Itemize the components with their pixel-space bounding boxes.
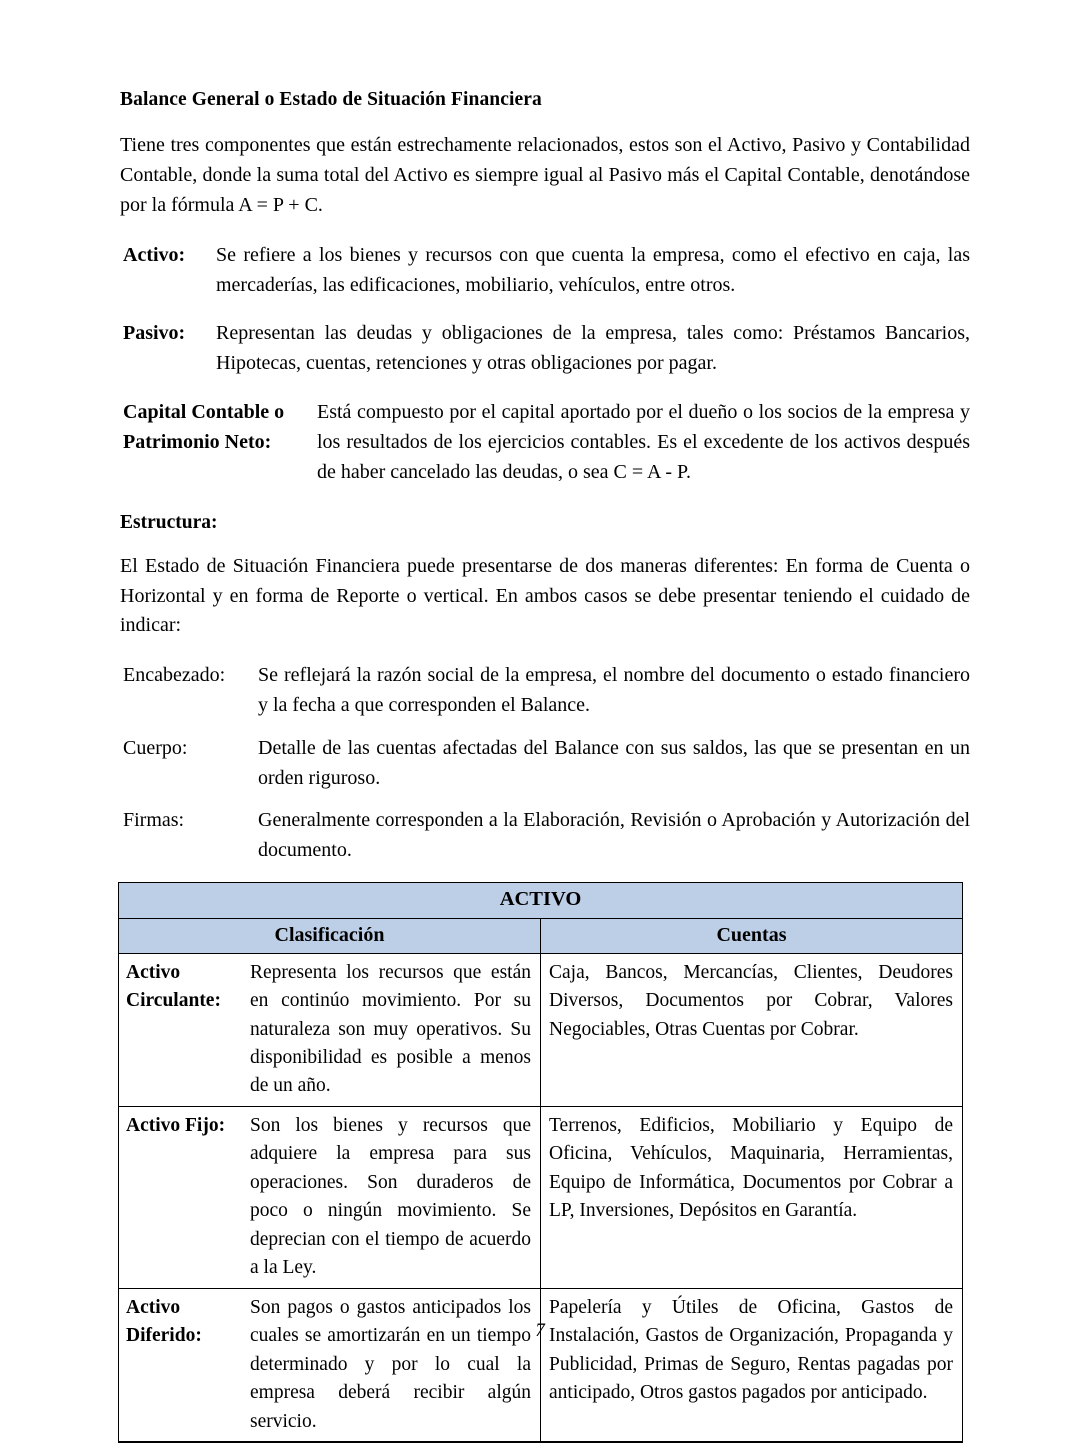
activo-table-body [119,953,963,1442]
row-activo-diferido-description: Son pagos o gastos anticipados los cuales se amortizarán en un tiempo determinado y por lo cual la empresa deberá recibir algún servicio. [250,1296,531,1432]
estructura-item-encabezado-label: Encabezado: [123,664,226,687]
estructura-item-firmas-text: Generalmente corresponden a la Elaboración, Revisión o Aprobación y Autorización del documento. [258,809,970,862]
definition-capital-contable-label [120,398,317,458]
definition-pasivo-label: Pasivo: [123,322,186,345]
estructura-items-list [120,661,970,866]
estructura-heading: Estructura: [120,512,218,534]
estructura-item-firmas [120,806,970,866]
table-row [119,1288,963,1442]
estructura-item-cuerpo [120,734,970,794]
column-header-cuentas: Cuentas [541,918,963,953]
row-activo-circulante-label [126,959,250,1016]
row-activo-circulante-clasificacion-cell [119,953,541,1106]
definition-capital-contable [120,398,970,487]
row-activo-diferido-cuentas: Papelería y Útiles de Oficina, Gastos de Instalación, Gastos de Organización, Propaganda y Publicidad, Primas de Seguro, Rentas pagadas por anticipado, Otros gastos pagados por anticipado. [549,1296,953,1404]
intro-paragraph: Tiene tres componentes que están estrechamente relacionados, estos son el Activo, Pasivo y Contabilidad Contable, donde la suma total del Activo es siempre igual al Pasivo más el Capital Contable, denotándose por la fórmula A = P + C. [120,134,970,216]
activo-table-title: ACTIVO [119,882,963,918]
activo-table-title-row [119,882,963,918]
estructura-paragraph: El Estado de Situación Financiera puede presentarse de dos maneras diferentes: En forma de Cuenta o Horizontal y en forma de Reporte o vertical. En ambos casos se debe presentar teniendo el cuidado de indicar: [120,554,970,637]
definition-activo-label: Activo: [123,243,186,266]
row-activo-fijo-clasificacion-cell [119,1106,541,1288]
row-activo-circulante-label-line2: Circulante: [126,990,221,1012]
estructura-item-firmas-label: Firmas: [123,809,185,832]
row-activo-diferido-cuentas-cell [541,1288,963,1442]
row-activo-circulante-description: Representa los recursos que están en continúo movimiento. Por su naturaleza son muy operativos. Su disponibilidad es posible a menos de un año. [250,961,531,1097]
definitions-list [120,241,970,488]
row-activo-circulante-cuentas-cell [541,953,963,1106]
activo-table [118,882,963,1443]
row-activo-circulante-cuentas: Caja, Bancos, Mercancías, Clientes, Deudores Diversos, Documentos por Cobrar, Valores Negociables, Otras Cuentas por Cobrar. [549,961,953,1040]
row-activo-fijo-label [126,1112,250,1140]
row-activo-fijo-label-line1: Activo Fijo: [126,1114,226,1136]
row-activo-fijo-description: Son los bienes y recursos que adquiere la empresa para sus operaciones. Son duraderos de poco o ningún movimiento. Se deprecian con el tiempo de acuerdo a la Ley. [250,1114,531,1279]
definition-pasivo-text: Representan las deudas y obligaciones de la empresa, tales como: Préstamos Bancarios, Hipotecas, cuentas, retenciones y otras obligaciones por pagar. [216,322,970,375]
definition-activo [120,241,970,301]
table-row [119,953,963,1106]
definition-capital-contable-label-line2: Patrimonio Neto: [123,430,272,453]
estructura-item-encabezado-text: Se reflejará la razón social de la empresa, el nombre del documento o estado financiero y la fecha a que corresponden el Balance. [258,664,970,716]
row-activo-diferido-clasificacion-cell [119,1288,541,1442]
definition-capital-contable-label-line1: Capital Contable o [123,400,285,423]
row-activo-diferido-label-line2: Diferido: [126,1325,202,1347]
definition-activo-text: Se refiere a los bienes y recursos con que cuenta la empresa, como el efectivo en caja, las mercaderías, las edificaciones, mobiliario, vehículos, entre otros. [216,243,970,296]
estructura-item-encabezado [120,661,970,721]
column-header-clasificacion: Clasificación [119,918,541,953]
row-activo-diferido-label-line1: Activo [126,1296,181,1318]
table-row [119,1106,963,1288]
page-title: Balance General o Estado de Situación Financiera [120,89,542,110]
activo-table-head [119,882,963,953]
estructura-item-cuerpo-text: Detalle de las cuentas afectadas del Balance con sus saldos, las que se presentan en un orden riguroso. [258,736,970,789]
page-content [120,88,970,1443]
page-number: 7 [535,1320,545,1341]
activo-table-header-row [119,918,963,953]
row-activo-fijo-cuentas: Terrenos, Edificios, Mobiliario y Equipo de Oficina, Vehículos, Maquinaria, Herramientas, Equipo de Informática, Documentos por Cobrar a LP, Inversiones, Depósitos en Garantía. [549,1114,953,1222]
row-activo-fijo-cuentas-cell [541,1106,963,1288]
definition-capital-contable-text: Está compuesto por el capital aportado por el dueño o los socios de la empresa y los resultados de los ejercicios contables. Es el excedente de los activos después de haber cancelado las deudas, o sea C = A - P. [317,400,970,483]
estructura-item-cuerpo-label: Cuerpo: [123,736,188,759]
row-activo-circulante-label-line1: Activo [126,961,181,983]
definition-pasivo [120,319,970,379]
